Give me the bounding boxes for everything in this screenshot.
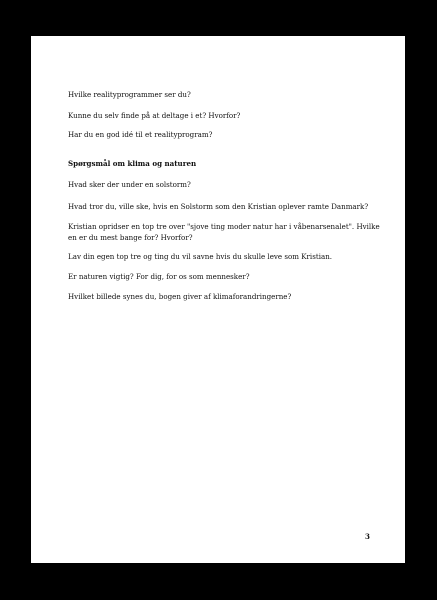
section-heading-climate: Spørgsmål om klima og naturen [68, 159, 197, 168]
question-top-three-nature: Kristian opridser en top tre over "sjove ting moder natur har i våbenarsenalet". Hvilke en er du mest bange for? Hvorfor? [68, 222, 380, 242]
document-page [31, 36, 405, 563]
question-participate: Kunne du selv finde på at deltage i et? Hvorfor? [68, 111, 241, 120]
question-reality-programs: Hvilke realityprogrammer ser du? [68, 90, 191, 99]
question-nature-important: Er naturen vigtig? For dig, for os som mennesker? [68, 272, 250, 281]
question-own-top-three: Lav din egen top tre og ting du vil savne hvis du skulle leve som Kristian. [68, 252, 333, 261]
question-climate-change-image: Hvilket billede synes du, bogen giver af klimaforandringerne? [68, 292, 292, 301]
page-number: 3 [365, 532, 370, 541]
question-good-idea: Har du en god idé til et realityprogram? [68, 130, 213, 139]
question-solar-storm-denmark: Hvad tror du, ville ske, hvis en Solstorm som den Kristian oplever ramte Danmark? [68, 202, 369, 211]
question-solar-storm: Hvad sker der under en solstorm? [68, 180, 191, 189]
